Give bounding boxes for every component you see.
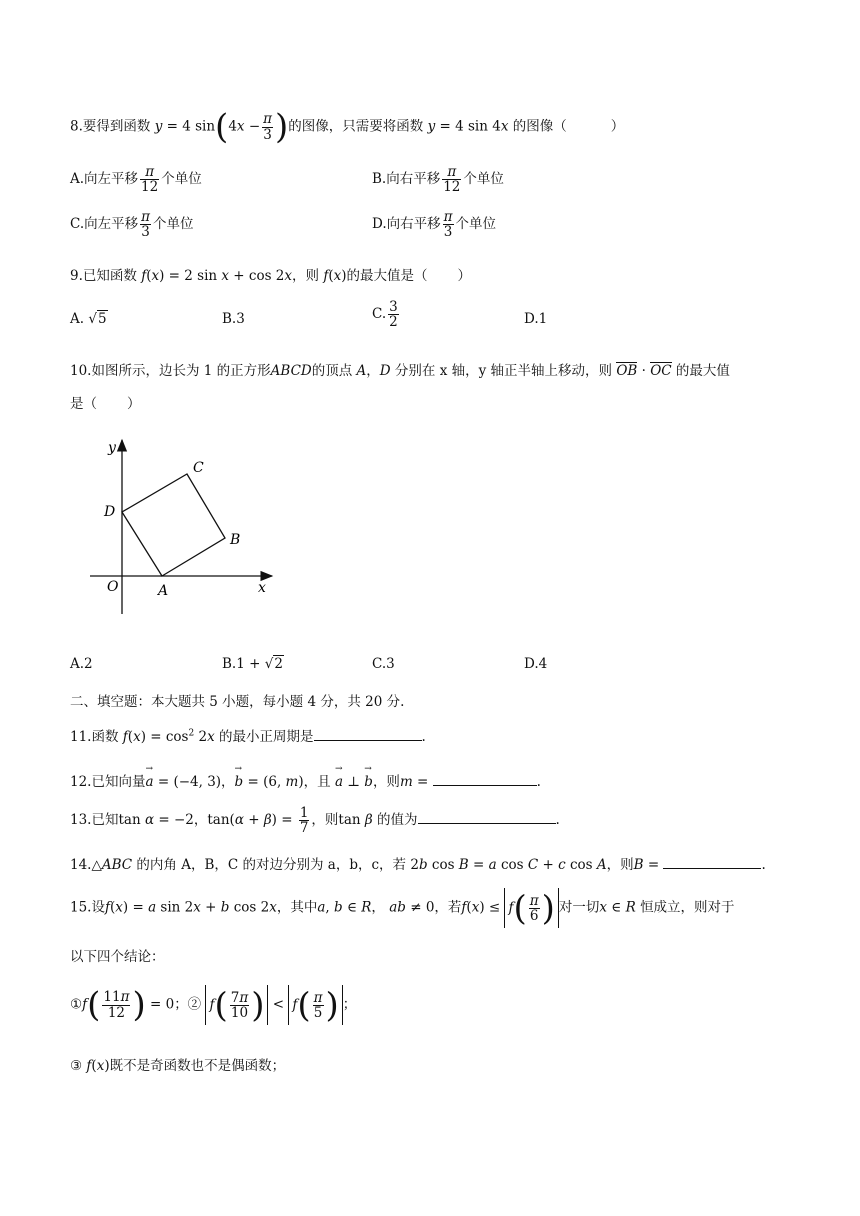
q10-stem: 10.如图所示，边长为 1 的正方形ABCD的顶点 A，D 分别在 x 轴，y 轴正半轴上移动，则 OB · OC 的最大值	[70, 363, 730, 379]
section-heading: 二、填空题：本大题共 5 小题，每小题 4 分，共 20 分.	[70, 694, 405, 710]
q9-option-c[interactable]: C. $\frac{3}{2}$	[372, 299, 398, 331]
label-a: A	[158, 583, 169, 599]
q8-option-a[interactable]: A.向左平移 $\frac{\pi}{12}$ 个单位	[70, 164, 202, 196]
q15-stem: 15.设f(x) = a sin 2x + b cos 2x，其中a, b ∈ R， ab ≠ 0，若f(x) ≤ f( $\frac{\pi}{6}$ ) 对一切x ∈ R 恒成立，则对于	[70, 888, 735, 929]
q13-stem: 13.已知tan α = −2，tan(α + β) = $\frac{1}{7}$ ，则tan β 的值为 .	[70, 805, 560, 837]
q8-number: 8.	[70, 118, 83, 135]
label-y: y	[108, 440, 116, 456]
q9-option-b[interactable]: B.3	[222, 311, 245, 327]
q12-answer-blank[interactable]	[433, 773, 537, 786]
q15-line2: 以下四个结论：	[70, 949, 165, 965]
q11-answer-blank[interactable]	[314, 728, 422, 741]
q9-stem: 9.已知函数 f(x) = 2 sin x + cos 2x，则 f(x)的最大值是（ ）	[70, 268, 472, 284]
q10-option-b[interactable]: B.1 + √2	[222, 656, 283, 672]
q14-stem: 14.△ABC 的内角 A，B，C 的对边分别为 a，b，c，若 2b cos B = a cos C + c cos A，则B = .	[70, 857, 766, 873]
q9-option-d[interactable]: D.1	[524, 311, 548, 327]
label-x: x	[258, 580, 266, 596]
q11-stem: 11.函数 $f(x) = \cos^2 2x$ 的最小正周期是 .	[70, 728, 426, 745]
square-abcd	[122, 474, 225, 576]
label-b: B	[230, 532, 241, 548]
q10-option-a[interactable]: A.2	[70, 656, 93, 672]
q9-option-a[interactable]: A. √5	[70, 311, 107, 327]
q15-conclusions-1-2: ①f( $\frac{11\pi}{12}$ ) = 0；② f( $\frac{7\pi}{10}$ ) < f( $\frac{\pi}{5}$ ) ；	[70, 985, 357, 1026]
label-c: C	[193, 460, 204, 476]
q8-option-b[interactable]: B.向右平移 $\frac{\pi}{12}$ 个单位	[372, 164, 504, 196]
q8-option-c[interactable]: C.向左平移 $\frac{\pi}{3}$ 个单位	[70, 209, 194, 241]
q8-option-d[interactable]: D.向右平移 $\frac{\pi}{3}$ 个单位	[372, 209, 497, 241]
q10-stem-line2: 是（ ）	[70, 396, 141, 412]
label-d: D	[104, 504, 116, 520]
q15-conclusion-3: ③ f(x)既不是奇函数也不是偶函数；	[70, 1058, 286, 1074]
q13-answer-blank[interactable]	[418, 811, 556, 824]
q12-stem: 12.已知向量→ a = (−4, 3)，→ b = (6, m)，且 → a ⊥ → b，则m = .	[70, 770, 541, 790]
q10-figure	[90, 432, 290, 617]
q14-answer-blank[interactable]	[663, 856, 761, 869]
q8-stem: 8.要得到函数 y = 4 sin(4x − $\frac{\pi}{3}$ )的图像，只需要将函数 y = 4 sin 4x 的图像（ ）	[70, 107, 625, 147]
label-o: O	[107, 579, 119, 595]
q10-option-c[interactable]: C.3	[372, 656, 395, 672]
q10-option-d[interactable]: D.4	[524, 656, 548, 672]
